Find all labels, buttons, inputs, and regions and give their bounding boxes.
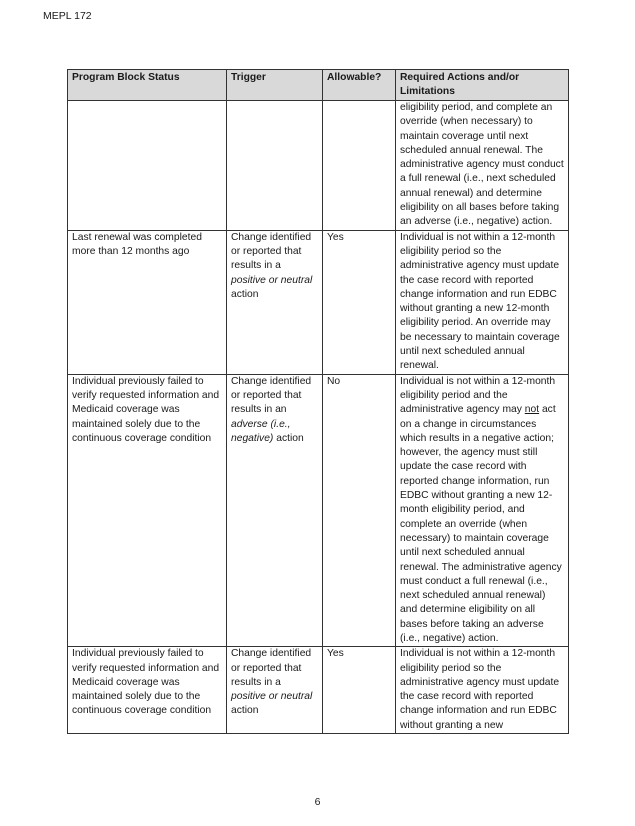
required-actions-cell: Individual is not within a 12-month eligibility period so the administrative agency must update the case record with reported change information and run EDBC without granting a new [396, 647, 569, 734]
allowable-cell: Yes [323, 230, 396, 374]
required-actions-cell: eligibility period, and complete an override (when necessary) to maintain coverage until next scheduled annual renewal. The administrative agency must conduct a full renewal (i.e., next scheduled annual renewal) and determine eligibility on all bases before taking an adverse (i.e., negative) action. [396, 101, 569, 231]
required-actions-cell: Individual is not within a 12-month eligibility period so the administrative agency must update the case record with reported change information and run EDBC without granting a new 12-month eligibility period. An override may be necessary to maintain coverage until next scheduled annual renewal. [396, 230, 569, 374]
header-program-block-status: Program Block Status [68, 70, 227, 101]
document-id: MEPL 172 [43, 10, 92, 22]
trigger-cell: Change identified or reported that results in an adverse (i.e., negative) action [227, 374, 323, 647]
trigger-cell: Change identified or reported that results in a positive or neutral action [227, 230, 323, 374]
required-actions-cell: Individual is not within a 12-month eligibility period and the administrative agency may not act on a change in circumstances which results in a negative action; however, the agency must still update the case record with reported change information, run EDBC without granting a new 12-month eligibility period, and complete an override (when necessary) to maintain coverage until next scheduled annual renewal. The administrative agency must conduct a full renewal (i.e., next scheduled annual renewal) and determine eligibility on all bases before taking an adverse (i.e., negative) action. [396, 374, 569, 647]
header-trigger: Trigger [227, 70, 323, 101]
table-row [68, 101, 569, 231]
trigger-cell [227, 101, 323, 231]
status-cell: Individual previously failed to verify requested information and Medicaid coverage was maintained solely due to the continuous coverage condition [68, 374, 227, 647]
allowable-cell [323, 101, 396, 231]
table-header-row [68, 70, 569, 101]
allowable-cell: Yes [323, 647, 396, 734]
allowable-cell: No [323, 374, 396, 647]
table-row [68, 230, 569, 374]
program-block-table [67, 69, 569, 734]
trigger-cell: Change identified or reported that results in a positive or neutral action [227, 647, 323, 734]
status-cell: Individual previously failed to verify requested information and Medicaid coverage was maintained solely due to the continuous coverage condition [68, 647, 227, 734]
header-allowable: Allowable? [323, 70, 396, 101]
page-number: 6 [314, 796, 321, 808]
status-cell [68, 101, 227, 231]
table-row [68, 647, 569, 734]
header-required-actions: Required Actions and/or Limitations [396, 70, 569, 101]
table-row [68, 374, 569, 647]
status-cell: Last renewal was completed more than 12 months ago [68, 230, 227, 374]
